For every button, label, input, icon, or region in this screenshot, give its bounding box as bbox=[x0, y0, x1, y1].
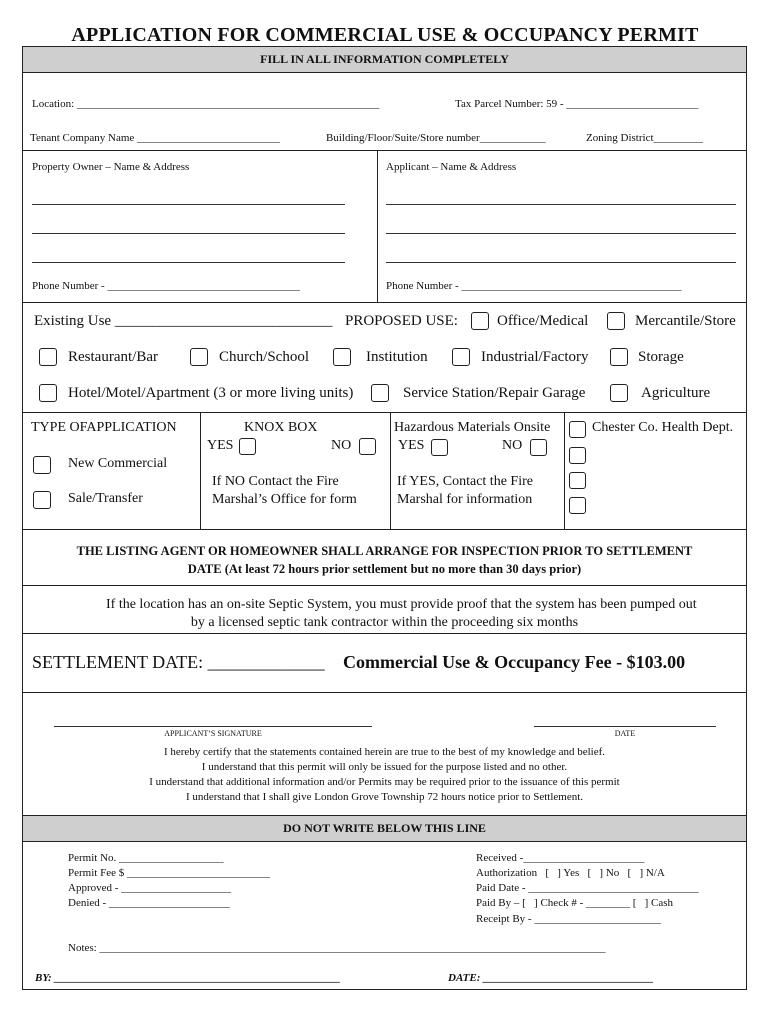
divider bbox=[200, 412, 201, 529]
applicant-label: Applicant – Name & Address bbox=[386, 161, 517, 173]
zoning-district-field[interactable]: Zoning District_________ bbox=[586, 132, 704, 144]
new-commercial-label: New Commercial bbox=[68, 456, 168, 471]
septic-notice-1: If the location has an on-site Septic System, you must provide proof that the system has been pumped out bbox=[106, 597, 697, 612]
signature-date-label: DATE bbox=[614, 729, 636, 738]
hazmat-note-1: If YES, Contact the Fire bbox=[397, 474, 533, 489]
mercantile-store-label: Mercantile/Store bbox=[635, 313, 736, 329]
location-field[interactable]: Location: _______________________________________________________ bbox=[32, 98, 380, 110]
divider bbox=[23, 585, 746, 586]
certification-line-4: I understand that I shall give London Grove Township 72 hours notice prior to Settlement. bbox=[185, 791, 584, 803]
certification-line-1: I hereby certify that the statements contained herein are true to the best of my knowledge and belief. bbox=[163, 746, 606, 758]
paid-by-field[interactable]: Paid By – [ ] Check # - ________ [ ] Cash bbox=[476, 897, 674, 909]
hazmat-note-2: Marshal for information bbox=[397, 492, 533, 507]
form-frame bbox=[22, 46, 747, 990]
knox-yes-checkbox[interactable] bbox=[239, 438, 256, 455]
health-dept-checkbox-4[interactable] bbox=[569, 497, 586, 514]
certification-line-2: I understand that this permit will only be issued for the purpose listed and no other. bbox=[201, 761, 568, 773]
knox-yes-label: YES bbox=[207, 438, 234, 453]
knox-no-checkbox[interactable] bbox=[359, 438, 376, 455]
sale-transfer-checkbox[interactable] bbox=[33, 491, 51, 509]
service-station-label: Service Station/Repair Garage bbox=[403, 385, 586, 401]
notes-field[interactable]: Notes: ____________________________________________________________________________________________ bbox=[68, 942, 606, 954]
health-dept-checkbox-2[interactable] bbox=[569, 447, 586, 464]
storage-checkbox[interactable] bbox=[610, 348, 628, 366]
institution-checkbox[interactable] bbox=[333, 348, 351, 366]
occupancy-fee: Commercial Use & Occupancy Fee - $103.00 bbox=[343, 652, 686, 672]
hazmat-yes-label: YES bbox=[398, 438, 425, 453]
office-use-band: DO NOT WRITE BELOW THIS LINE bbox=[23, 815, 746, 842]
divider bbox=[23, 529, 746, 530]
storage-label: Storage bbox=[638, 349, 684, 365]
health-dept-checkbox-3[interactable] bbox=[569, 472, 586, 489]
applicant-address-line-2[interactable] bbox=[386, 233, 736, 234]
church-school-label: Church/School bbox=[219, 349, 309, 365]
applicant-phone-field[interactable]: Phone Number - ________________________________________ bbox=[386, 280, 682, 292]
authorization-field[interactable]: Authorization [ ] Yes [ ] No [ ] N/A bbox=[476, 867, 665, 879]
applicant-signature-line[interactable] bbox=[54, 726, 372, 727]
divider bbox=[23, 692, 746, 693]
signature-date-line[interactable] bbox=[534, 726, 716, 727]
office-medical-label: Office/Medical bbox=[497, 313, 589, 329]
denied-field[interactable]: Denied - ______________________ bbox=[68, 897, 230, 909]
existing-use-field[interactable]: Existing Use _____________________________ bbox=[34, 313, 333, 329]
knox-box-label: KNOX BOX bbox=[244, 420, 318, 435]
divider bbox=[23, 412, 746, 413]
divider bbox=[23, 302, 746, 303]
service-station-checkbox[interactable] bbox=[371, 384, 389, 402]
hazmat-no-checkbox[interactable] bbox=[530, 439, 547, 456]
restaurant-bar-label: Restaurant/Bar bbox=[68, 349, 158, 365]
office-date-field[interactable]: DATE: _______________________________ bbox=[448, 972, 654, 984]
form-title: APPLICATION FOR COMMERCIAL USE & OCCUPANCY PERMIT bbox=[71, 24, 699, 46]
settlement-date-field[interactable]: SETTLEMENT DATE: _____________ bbox=[32, 652, 325, 672]
divider bbox=[390, 412, 391, 529]
inspection-notice-2: DATE (At least 72 hours prior settlement but no more than 30 days prior) bbox=[187, 562, 582, 576]
new-commercial-checkbox[interactable] bbox=[33, 456, 51, 474]
building-floor-field[interactable]: Building/Floor/Suite/Store number____________ bbox=[326, 132, 546, 144]
applicant-signature-label: APPLICANT’S SIGNATURE bbox=[164, 729, 262, 738]
divider bbox=[23, 633, 746, 634]
septic-notice-2: by a licensed septic tank contractor within the proceeding six months bbox=[190, 615, 579, 630]
applicant-address-line-1[interactable] bbox=[386, 204, 736, 205]
divider bbox=[23, 150, 746, 151]
paid-date-field[interactable]: Paid Date - _______________________________ bbox=[476, 882, 699, 894]
agriculture-checkbox[interactable] bbox=[610, 384, 628, 402]
by-field[interactable]: BY: ____________________________________________________ bbox=[35, 972, 341, 984]
approved-field[interactable]: Approved - ____________________ bbox=[68, 882, 232, 894]
industrial-factory-checkbox[interactable] bbox=[452, 348, 470, 366]
receipt-by-field[interactable]: Receipt By - _______________________ bbox=[476, 913, 661, 925]
type-of-application-label: TYPE OFAPPLICATION bbox=[31, 420, 177, 435]
knox-no-label: NO bbox=[331, 438, 352, 453]
office-medical-checkbox[interactable] bbox=[471, 312, 489, 330]
divider bbox=[377, 150, 378, 302]
tax-parcel-field[interactable]: Tax Parcel Number: 59 - ________________________ bbox=[455, 98, 699, 110]
knox-note-1: If NO Contact the Fire bbox=[212, 474, 339, 489]
received-field[interactable]: Received -______________________ bbox=[476, 852, 645, 864]
permit-fee-field[interactable]: Permit Fee $ __________________________ bbox=[68, 867, 270, 879]
knox-note-2: Marshal’s Office for form bbox=[212, 492, 357, 507]
agriculture-label: Agriculture bbox=[641, 385, 711, 401]
restaurant-bar-checkbox[interactable] bbox=[39, 348, 57, 366]
owner-address-line-3[interactable] bbox=[32, 262, 345, 263]
proposed-use-label: PROPOSED USE: bbox=[345, 313, 458, 329]
applicant-address-line-3[interactable] bbox=[386, 262, 736, 263]
industrial-factory-label: Industrial/Factory bbox=[481, 349, 589, 365]
certification-line-3: I understand that additional information and/or Permits may be required prior to the issuance of this permit bbox=[149, 776, 620, 788]
fill-in-band: FILL IN ALL INFORMATION COMPLETELY bbox=[23, 46, 746, 73]
sale-transfer-label: Sale/Transfer bbox=[68, 491, 143, 506]
health-dept-checkbox-1[interactable] bbox=[569, 421, 586, 438]
divider bbox=[564, 412, 565, 529]
inspection-notice-1: THE LISTING AGENT OR HOMEOWNER SHALL ARRANGE FOR INSPECTION PRIOR TO SETTLEMENT bbox=[76, 544, 693, 558]
owner-phone-field[interactable]: Phone Number - ___________________________________ bbox=[32, 280, 300, 292]
tenant-company-field[interactable]: Tenant Company Name __________________________ bbox=[30, 132, 281, 144]
hotel-motel-checkbox[interactable] bbox=[39, 384, 57, 402]
hazmat-label: Hazardous Materials Onsite bbox=[394, 420, 551, 435]
owner-address-line-2[interactable] bbox=[32, 233, 345, 234]
property-owner-label: Property Owner – Name & Address bbox=[32, 161, 190, 173]
church-school-checkbox[interactable] bbox=[190, 348, 208, 366]
permit-number-field[interactable]: Permit No. ___________________ bbox=[68, 852, 224, 864]
health-dept-label: Chester Co. Health Dept. bbox=[592, 420, 734, 435]
mercantile-store-checkbox[interactable] bbox=[607, 312, 625, 330]
hazmat-no-label: NO bbox=[502, 438, 523, 453]
hazmat-yes-checkbox[interactable] bbox=[431, 439, 448, 456]
owner-address-line-1[interactable] bbox=[32, 204, 345, 205]
institution-label: Institution bbox=[366, 349, 428, 365]
hotel-motel-label: Hotel/Motel/Apartment (3 or more living units) bbox=[68, 385, 354, 401]
